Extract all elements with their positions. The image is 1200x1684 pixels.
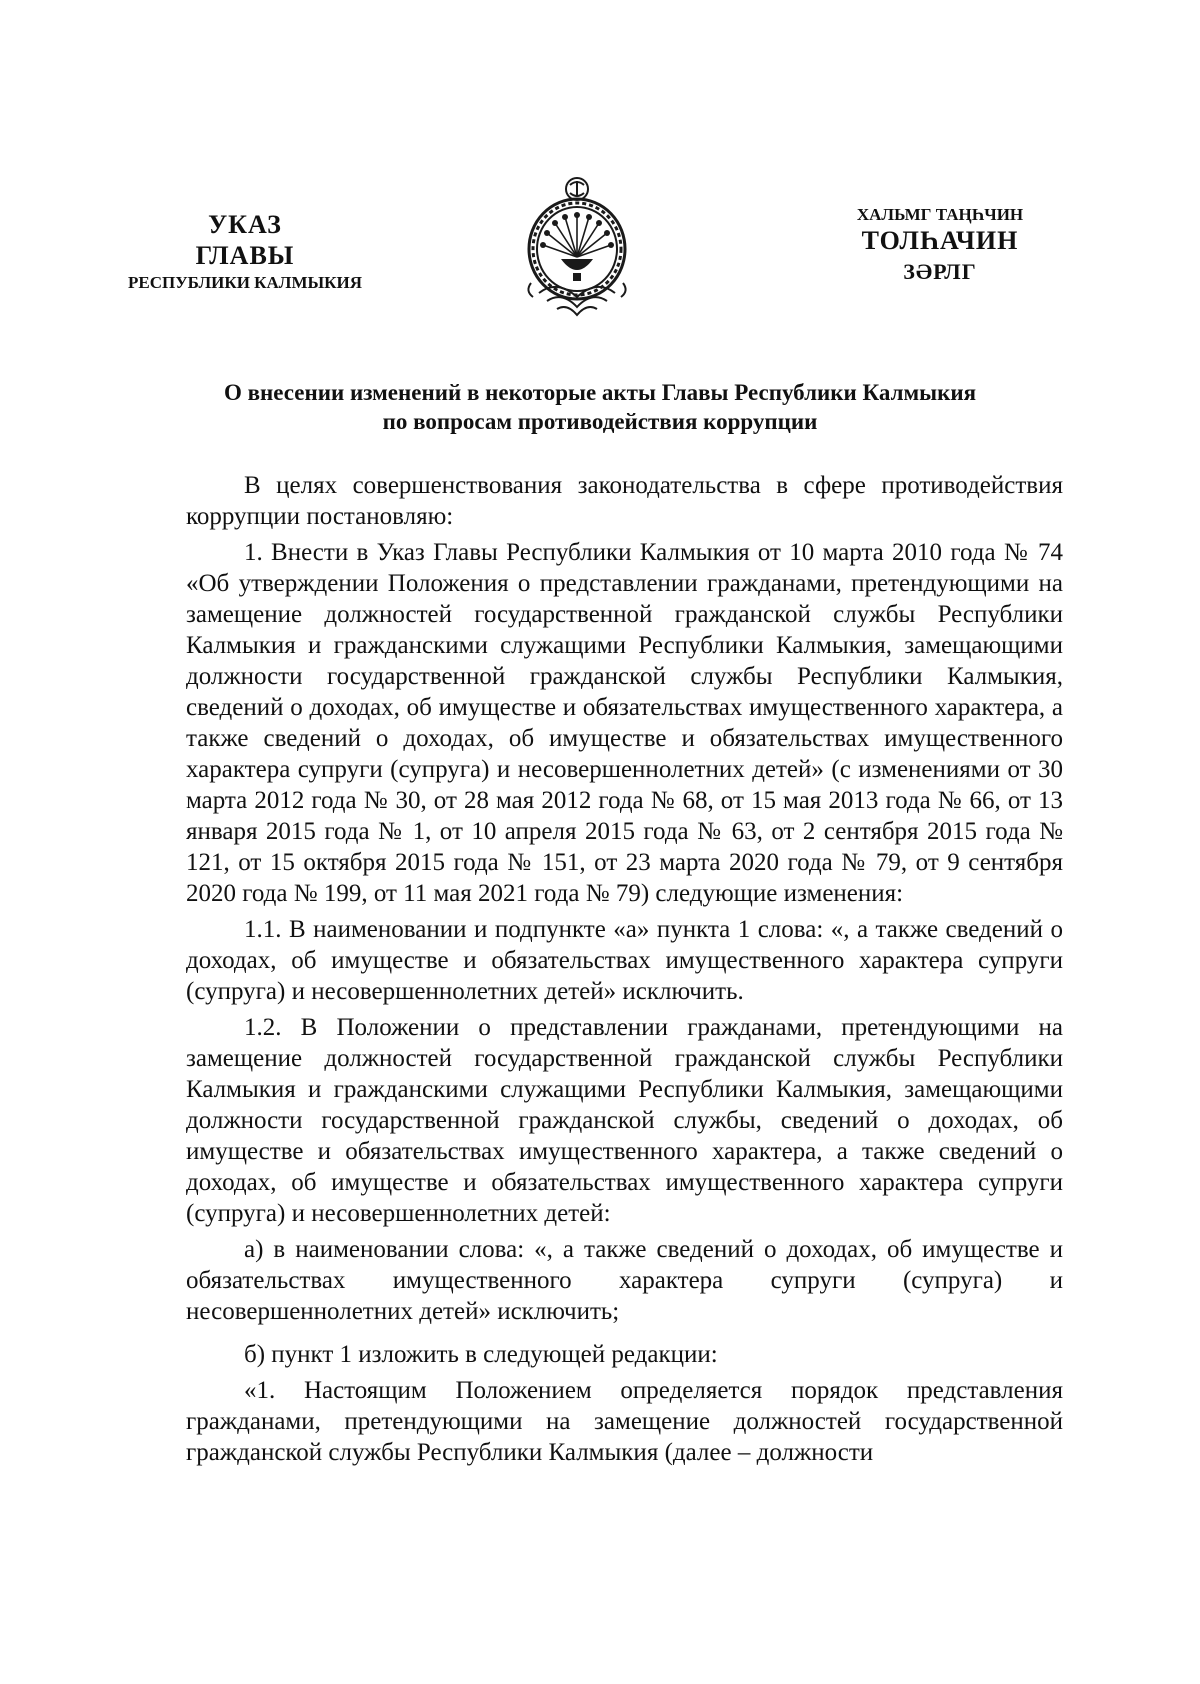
- title-line-2: по вопросам противодействия коррупции: [382, 409, 818, 434]
- decree-label: УКАЗ: [208, 210, 282, 239]
- paragraph-item-1: 1. Внести в Указ Главы Республики Калмыкия от 10 марта 2010 года № 74 «Об утверждении Положения о представлении гражданами, претендующими на замещение должностей государственной гражданской службы Республики Калмыкия и гражданскими служащими Республики Калмыкия, замещающими должности государственной гражданской службы Республики Калмыкия, сведений о доходах, об имуществе и обязательствах имущественного характера, а также сведений о доходах, об имуществе и обязательствах имущественного характера супруги (супруга) и несовершеннолетних детей» (с изменениями от 30 марта 2012 года № 30, от 28 мая 2012 года № 68, от 15 мая 2013 года № 66, от 13 января 2015 года № 1, от 10 апреля 2015 года № 63, от 2 сентября 2015 года № 121, от 15 октября 2015 года № 151, от 23 марта 2020 года № 79, от 9 сентября 2020 года № 199, от 11 мая 2021 года № 79) следующие изменения:: [186, 539, 1063, 907]
- document-body: [186, 470, 1063, 1468]
- header-left: [85, 210, 405, 293]
- head-label: ГЛАВЫ: [195, 240, 295, 270]
- kalmyk-head-label: ТОЛҺАЧИН: [861, 226, 1019, 256]
- paragraph-preamble: В целях совершенствования законодательства в сфере противодействия коррупции постановляю:: [186, 472, 1063, 530]
- title-line-1: О внесении изменений в некоторые акты Главы Республики Калмыкия: [223, 380, 977, 405]
- coat-of-arms-icon: [517, 175, 637, 325]
- kalmyk-decree-label: ЗӘРЛГ: [903, 258, 977, 284]
- kalmyk-republic-label: ХАЛЬМГ ТАҢҺЧИН: [856, 205, 1024, 224]
- paragraph-item-1-2: 1.2. В Положении о представлении гражданами, претендующими на замещение должностей государственной гражданской службы Республики Калмыкия и гражданскими служащими Республики Калмыкия, замещающими должности государственной гражданской службы, сведений о доходах, об имуществе и обязательствах имущественного характера, а также сведений о доходах, об имуществе и обязательствах имущественного характера супруги (супруга) и несовершеннолетних детей:: [186, 1014, 1063, 1227]
- republic-label: РЕСПУБЛИКИ КАЛМЫКИЯ: [127, 273, 363, 293]
- header-right: [790, 205, 1090, 285]
- paragraph-sub-a: а) в наименовании слова: «, а также сведений о доходах, об имуществе и обязательствах имущественного характера супруги (супруга) и несовершеннолетних детей» исключить;: [186, 1236, 1063, 1325]
- paragraph-item-1-1: 1.1. В наименовании и подпункте «а» пункта 1 слова: «, а также сведений о доходах, об имуществе и обязательствах имущественного характера супруги (супруга) и несовершеннолетних детей» исключить.: [186, 916, 1063, 1005]
- document-title: [170, 378, 1030, 436]
- paragraph-quote-1: «1. Настоящим Положением определяется порядок представления гражданами, претендующими на замещение должностей государственной гражданской службы Республики Калмыкия (далее – должности: [186, 1377, 1063, 1466]
- paragraph-sub-b: б) пункт 1 изложить в следующей редакции:: [244, 1341, 718, 1368]
